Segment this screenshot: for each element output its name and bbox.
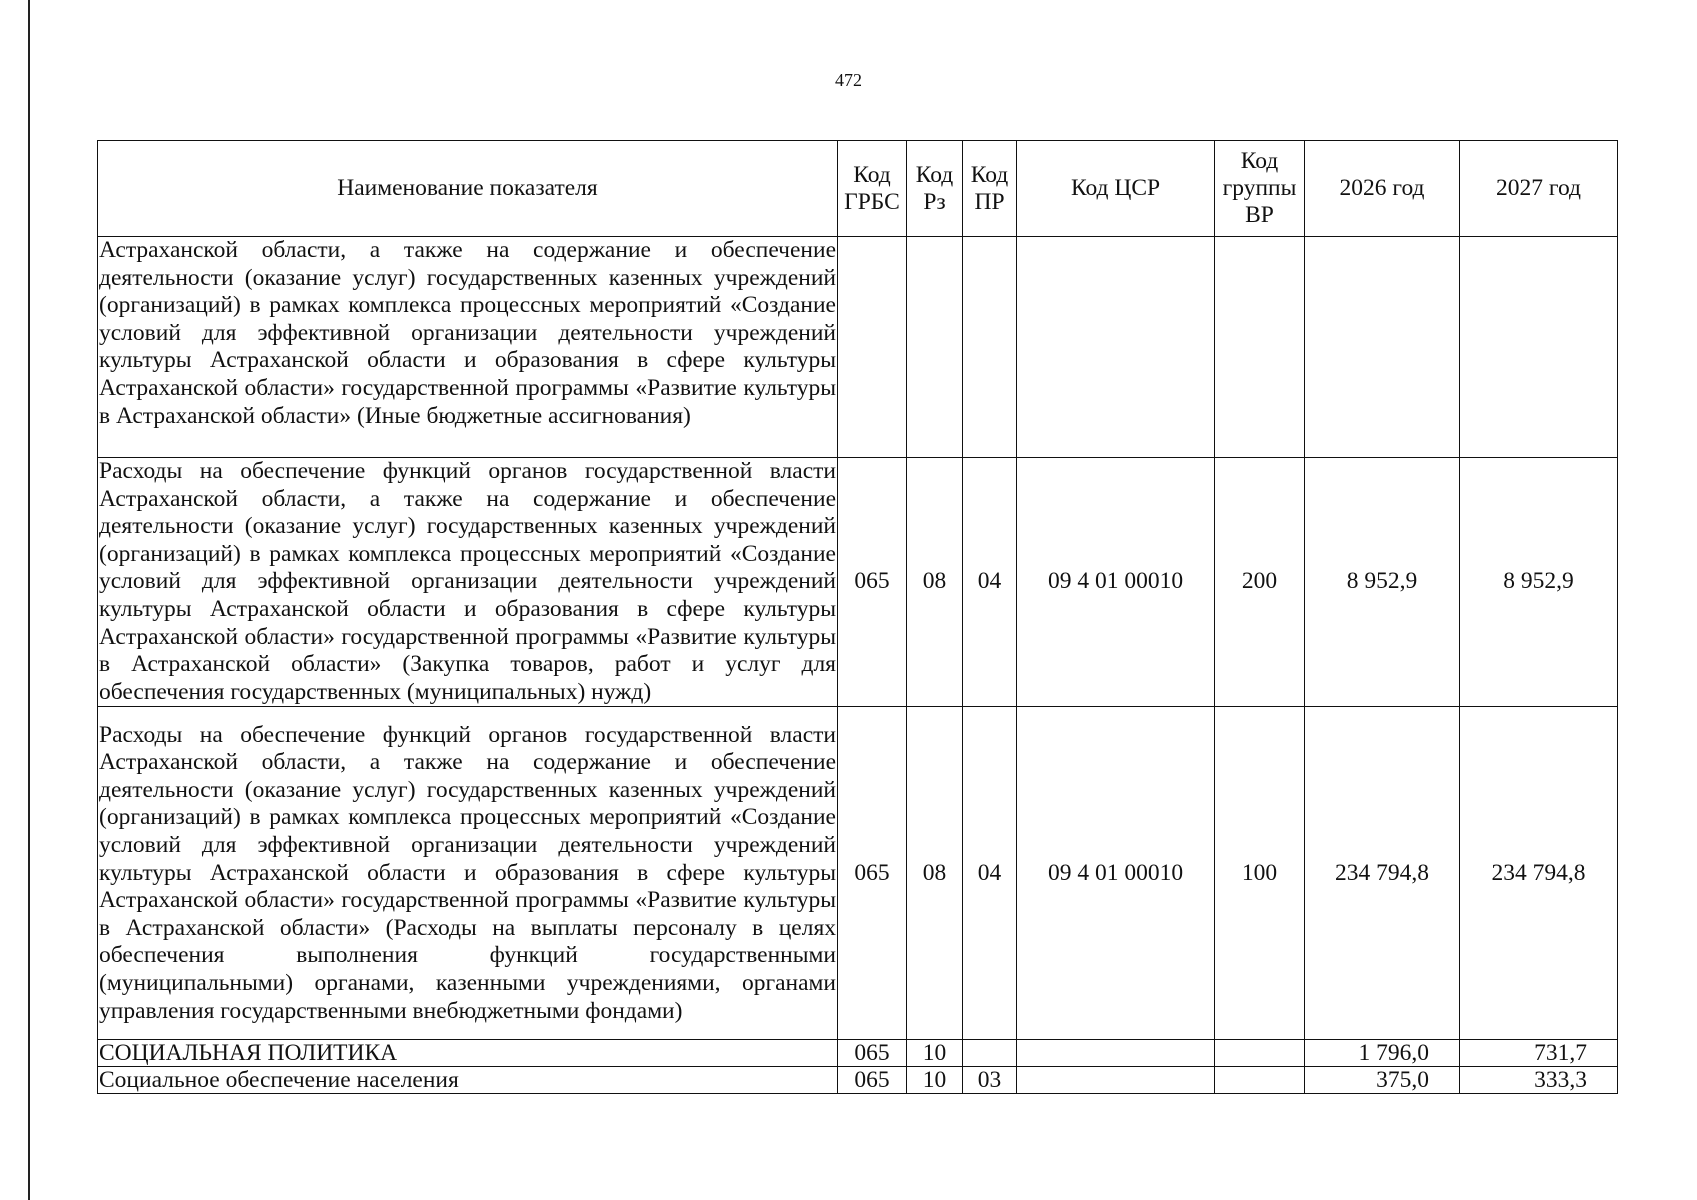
- row-vr: [1215, 1040, 1305, 1067]
- header-2027: 2027 год: [1460, 141, 1618, 237]
- row-pr: [963, 237, 1017, 458]
- row-pr: 04: [963, 458, 1017, 707]
- row-csr: [1017, 1067, 1215, 1094]
- header-name: Наименование показателя: [98, 141, 838, 237]
- row-vr: 200: [1215, 458, 1305, 707]
- row-grbs: 065: [838, 1040, 907, 1067]
- row-2027: 234 794,8: [1460, 707, 1618, 1040]
- row-csr: 09 4 01 00010: [1017, 707, 1215, 1040]
- row-2026: 234 794,8: [1305, 707, 1460, 1040]
- row-csr: [1017, 237, 1215, 458]
- row-name: Расходы на обеспечение функций органов государственной власти Астраханской области, а также на содержание и обеспечение деятельности (оказание услуг) государственных казенных учреждений (организаций) в рамках комплекса процессных мероприятий «Создание условий для эффективной организации деятельности учреждений культуры Астраханской области и образования в сфере культуры Астраханской области» государственной программы «Развитие культуры в Астраханской области» (Закупка товаров, работ и услуг для обеспечения государственных (муниципальных) нужд): [98, 458, 838, 707]
- row-name: Астраханской области, а также на содержание и обеспечение деятельности (оказание услуг) государственных казенных учреждений (организаций) в рамках комплекса процессных мероприятий «Создание условий для эффективной организации деятельности учреждений культуры Астраханской области и образования в сфере культуры Астраханской области» государственной программы «Развитие культуры в Астраханской области» (Иные бюджетные ассигнования): [98, 237, 838, 458]
- row-2026: 8 952,9: [1305, 458, 1460, 707]
- table-row: [98, 1067, 1618, 1094]
- row-grbs: 065: [838, 458, 907, 707]
- row-2027: 8 952,9: [1460, 458, 1618, 707]
- header-rz: Код Рз: [907, 141, 963, 237]
- row-rz: 08: [907, 707, 963, 1040]
- row-rz: 08: [907, 458, 963, 707]
- row-pr: 03: [963, 1067, 1017, 1094]
- row-name: Социальное обеспечение населения: [98, 1067, 838, 1094]
- table-row: [98, 1040, 1618, 1067]
- header-grbs: Код ГРБС: [838, 141, 907, 237]
- row-2026: 375,0: [1305, 1067, 1460, 1094]
- row-2027: 731,7: [1460, 1040, 1618, 1067]
- row-rz: 10: [907, 1040, 963, 1067]
- row-2026: [1305, 237, 1460, 458]
- row-name: СОЦИАЛЬНАЯ ПОЛИТИКА: [98, 1040, 838, 1067]
- row-pr: 04: [963, 707, 1017, 1040]
- row-grbs: 065: [838, 707, 907, 1040]
- row-csr: 09 4 01 00010: [1017, 458, 1215, 707]
- row-csr: [1017, 1040, 1215, 1067]
- header-2026: 2026 год: [1305, 141, 1460, 237]
- row-vr: [1215, 237, 1305, 458]
- binding-margin-line: [28, 0, 30, 1200]
- header-vr: Код группы ВР: [1215, 141, 1305, 237]
- row-grbs: [838, 237, 907, 458]
- table-row: [98, 237, 1618, 458]
- row-vr: [1215, 1067, 1305, 1094]
- row-pr: [963, 1040, 1017, 1067]
- row-rz: [907, 237, 963, 458]
- row-2027: 333,3: [1460, 1067, 1618, 1094]
- table-row: [98, 707, 1618, 1040]
- row-2027: [1460, 237, 1618, 458]
- row-name: Расходы на обеспечение функций органов государственной власти Астраханской области, а также на содержание и обеспечение деятельности (оказание услуг) государственных казенных учреждений (организаций) в рамках комплекса процессных мероприятий «Создание условий для эффективной организации деятельности учреждений культуры Астраханской области и образования в сфере культуры Астраханской области» государственной программы «Развитие культуры в Астраханской области» (Расходы на выплаты персоналу в целях обеспечения выполнения функций государственными (муниципальными) органами, казенными учреждениями, органами управления государственными внебюджетными фондами): [98, 707, 838, 1040]
- row-2026: 1 796,0: [1305, 1040, 1460, 1067]
- row-vr: 100: [1215, 707, 1305, 1040]
- header-csr: Код ЦСР: [1017, 141, 1215, 237]
- row-grbs: 065: [838, 1067, 907, 1094]
- budget-table: [97, 140, 1618, 1094]
- row-rz: 10: [907, 1067, 963, 1094]
- header-pr: Код ПР: [963, 141, 1017, 237]
- table-row: [98, 458, 1618, 707]
- page-number: 472: [835, 70, 862, 90]
- table-header-row: [98, 141, 1618, 237]
